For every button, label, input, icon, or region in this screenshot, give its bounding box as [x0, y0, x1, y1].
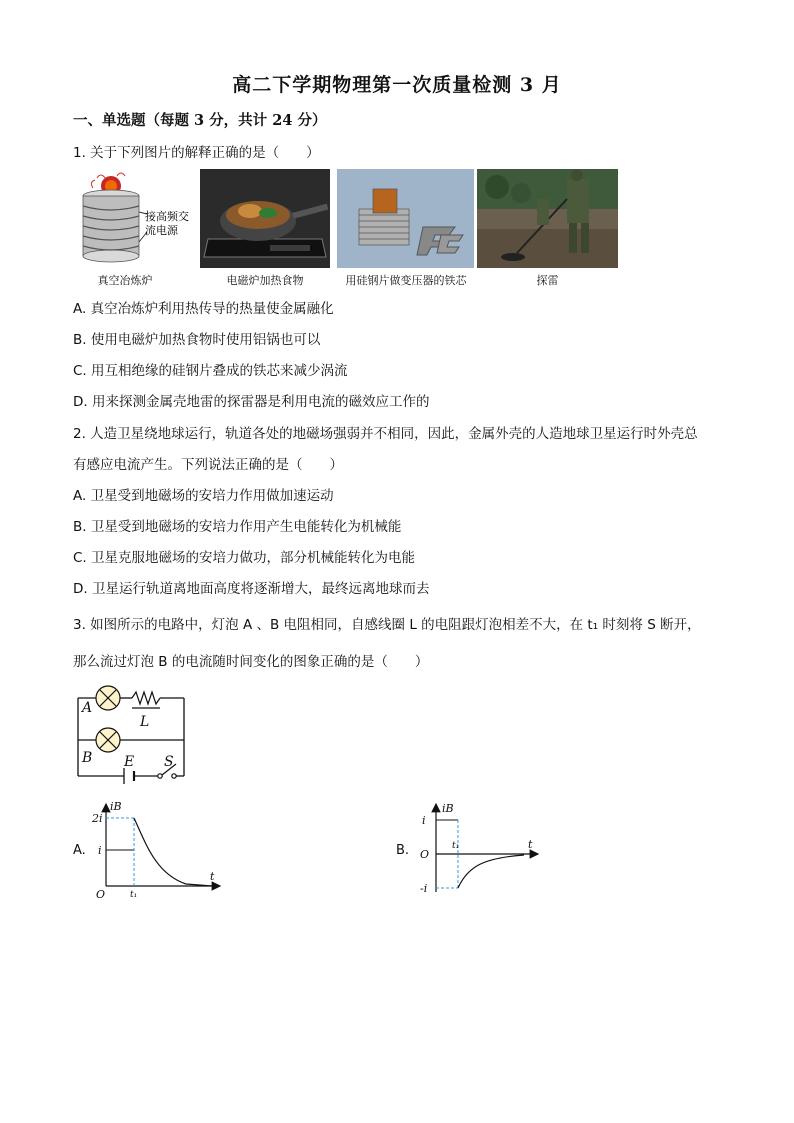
circuit-diagram: [72, 680, 192, 784]
graph-a-t1: t₁: [130, 890, 138, 900]
transformer-core-photo: [337, 169, 474, 268]
q2-stem-line-2: 有感应电流产生。下列说法正确的是（ ）: [73, 457, 343, 473]
q3-stem-line-1: 3. 如图所示的电路中，灯泡 A 、B 电阻相同，自感线圈 L 的电阻跟灯泡相差不大，在 t₁ 时刻将 S 断开，: [73, 617, 701, 633]
label-l: L: [140, 714, 150, 730]
q3-stem-line-2: 那么流过灯泡 B 的电流随时间变化的图象正确的是（ ）: [73, 654, 429, 670]
induction-cooker-photo: [200, 169, 330, 268]
graph-b-t1: t₁: [452, 841, 460, 851]
furnace-label-2: 流电源: [145, 224, 178, 237]
page-title: 高二下学期物理第一次质量检测 3 月: [232, 74, 562, 96]
section-heading: 一、单选题（每题 3 分，共计 24 分）: [73, 112, 327, 129]
q1-option-d: D. 用来探测金属壳地雷的探雷器是利用电流的磁效应工作的: [73, 394, 430, 410]
graph-a-t-axis: t: [210, 870, 215, 883]
graph-a-tick-2i: 2i: [92, 812, 103, 825]
inductor-l: [132, 692, 160, 708]
q2-option-c: C. 卫星克服地磁场的安培力做功，部分机械能转化为电能: [73, 550, 416, 566]
graph-a: [90, 800, 230, 900]
label-b: B: [82, 750, 93, 766]
graph-b-tick-neg-i: -i: [420, 882, 428, 895]
caption-furnace: 真空冶炼炉: [97, 274, 153, 287]
graph-a-origin: O: [96, 888, 106, 900]
label-a: A: [82, 700, 93, 716]
mine-detection-photo: [477, 169, 618, 268]
q2-option-d: D. 卫星运行轨道离地面高度将逐渐增大，最终远离地球而去: [73, 581, 430, 597]
lamp-b: [96, 728, 120, 752]
q1-option-b: B. 使用电磁炉加热食物时使用铝锅也可以: [73, 332, 321, 348]
q2-option-b: B. 卫星受到地磁场的安培力作用产生电能转化为机械能: [73, 519, 402, 535]
caption-mine-detection: 探雷: [536, 274, 559, 287]
q1-option-c: C. 用互相绝缘的硅钢片叠成的铁芯来减少涡流: [73, 363, 348, 379]
label-s: S: [164, 754, 174, 770]
graph-a-option: A.: [73, 843, 86, 858]
lamp-a: [96, 686, 120, 710]
graph-b-option: B.: [396, 843, 410, 858]
label-e: E: [124, 754, 135, 770]
graph-b: [414, 800, 544, 896]
furnace-figure: [75, 172, 197, 272]
q1-stem: 1. 关于下列图片的解释正确的是（ ）: [73, 145, 320, 161]
furnace-label-1: 接高频交: [145, 210, 189, 223]
caption-transformer-core: 用硅钢片做变压器的铁芯: [345, 274, 467, 287]
graph-a-y-axis: iB: [110, 800, 122, 813]
graph-a-tick-i: i: [98, 844, 102, 857]
graph-b-origin: O: [420, 848, 430, 861]
q1-option-a: A. 真空冶炼炉利用热传导的热量使金属融化: [73, 301, 334, 317]
graph-b-y-axis: iB: [442, 802, 454, 815]
caption-induction-cooker: 电磁炉加热食物: [226, 274, 304, 287]
graph-b-t-axis: t: [528, 838, 533, 851]
battery-e: [124, 768, 134, 784]
graph-b-tick-i: i: [422, 814, 426, 827]
q2-stem-line-1: 2. 人造卫星绕地球运行，轨道各处的地磁场强弱并不相同，因此，金属外壳的人造地球卫星运行时外壳总: [73, 426, 698, 442]
q2-option-a: A. 卫星受到地磁场的安培力作用做加速运动: [73, 488, 334, 504]
